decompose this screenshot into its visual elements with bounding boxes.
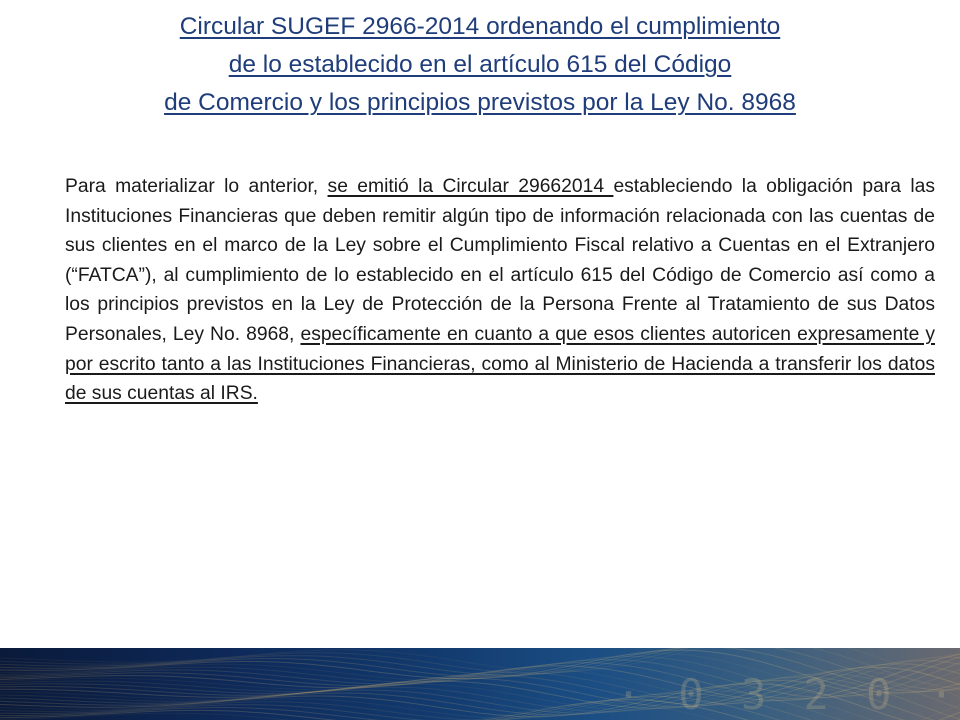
body-middle: estableciendo la obligación para las Instituciones Financieras que deben remitir algún tipo de información relacionada con las cuentas de sus clientes en el marco de la Ley sobre el Cumplimiento Fiscal relativo a Cuentas en el Extranjero (“FATCA”), al cumplimiento de lo establecido en el artículo 615 del Código de Comercio así como a los principios previstos en la Ley de Protección de la Persona Frente al Tratamiento de sus Datos Personales, Ley No. 8968, xyxy=(65,176,936,345)
body-paragraph xyxy=(65,172,935,409)
title-line-2: de lo establecido en el artículo 615 del Código xyxy=(228,51,732,78)
title-line-1: Circular SUGEF 2966-2014 ordenando el cumplimiento xyxy=(179,13,781,40)
slide-title xyxy=(40,8,920,122)
body-intro: Para materializar lo anterior, xyxy=(65,176,328,197)
circular-link[interactable]: se emitió la Circular 29662014 xyxy=(327,176,614,197)
footer-banknote-band xyxy=(0,648,960,720)
footer-watermark-numbers: · 0 3 2 0 · xyxy=(615,670,960,719)
title-line-3: de Comercio y los principios previstos por la Ley No. 8968 xyxy=(164,89,796,116)
body-emphasis: específicamente en cuanto a que esos clientes autoricen expresamente y por escrito tanto a las Instituciones Financieras, como al Ministerio de Hacienda a transferir los datos de sus cuentas al IRS. xyxy=(65,323,936,405)
